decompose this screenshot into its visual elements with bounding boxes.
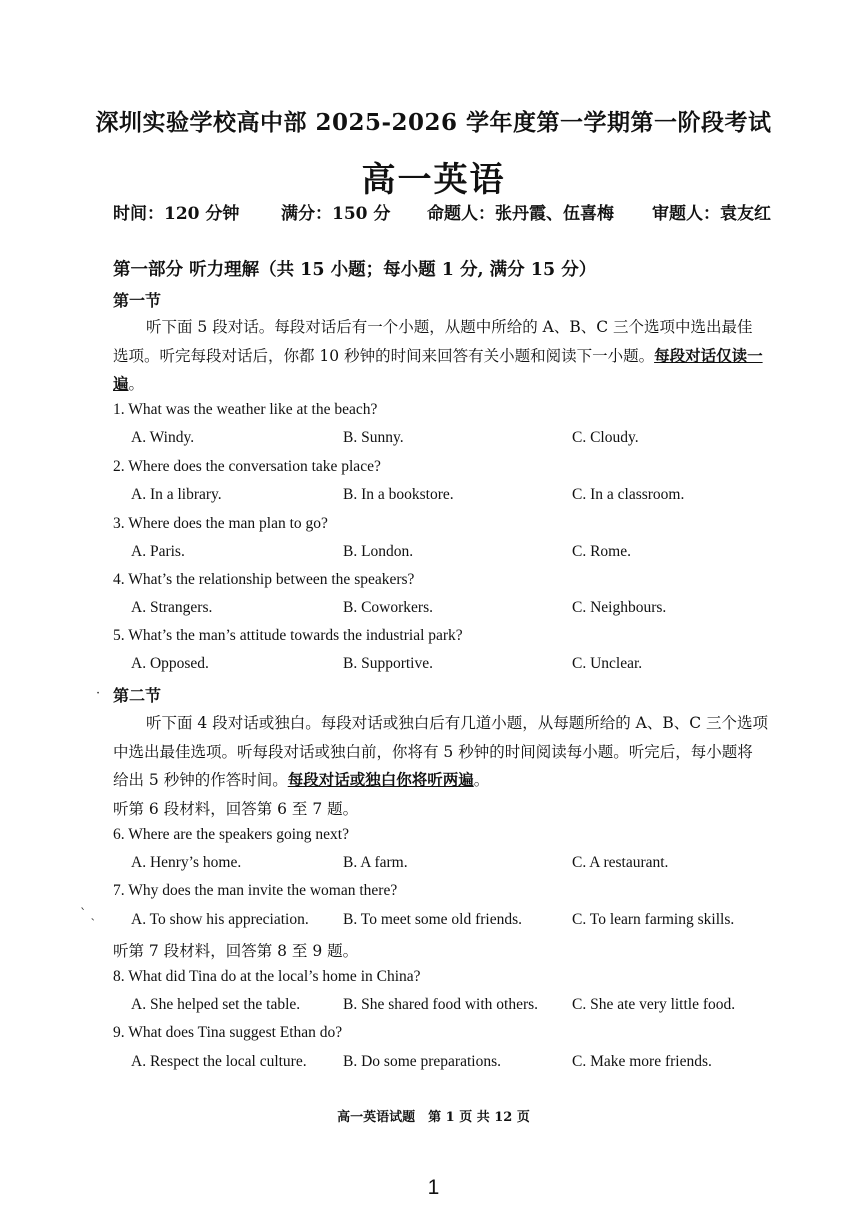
- exam-score: 满分：150 分: [281, 204, 391, 224]
- material-instruction: 听第 6 段材料，回答第 6 至 7 题。: [113, 800, 359, 818]
- section2-emphasis: 每段对话或独白你将听两遍: [287, 770, 474, 789]
- option-b: B. To meet some old friends.: [343, 911, 523, 928]
- exam-reviewer: 审题人：袁友红: [652, 204, 771, 224]
- question: 6. Where are the speakers going next?: [113, 826, 349, 843]
- option-a: A. To show his appreciation.: [131, 911, 309, 928]
- question: 4. What’s the relationship between the speakers?: [113, 571, 415, 588]
- section1-instruction-line: 选项。听完每段对话后，你都 10 秒钟的时间来回答有关小题和阅读下一小题。每段对话仅读一: [113, 346, 763, 365]
- option-b: B. A farm.: [343, 854, 408, 871]
- question: 2. Where does the conversation take place?: [113, 458, 381, 475]
- option-c: C. She ate very little food.: [572, 996, 736, 1013]
- exam-time: 时间：120 分钟: [113, 204, 240, 224]
- exam-subject: 高一英语: [361, 160, 506, 200]
- section1-heading: 第一节: [113, 291, 162, 310]
- option-b: B. London.: [343, 543, 414, 560]
- option-b: B. Sunny.: [343, 429, 404, 446]
- option-b: B. She shared food with others.: [343, 996, 539, 1013]
- question: 5. What’s the man’s attitude towards the industrial park?: [113, 627, 463, 644]
- option-b: B. Do some preparations.: [343, 1053, 501, 1070]
- question: 9. What does Tina suggest Ethan do?: [113, 1024, 343, 1041]
- exam-authors: 命题人：张丹霞、伍喜梅: [427, 204, 614, 224]
- question: 3. Where does the man plan to go?: [113, 515, 328, 532]
- part1-heading: 第一部分 听力理解（共 15 小题；每小题 1 分, 满分 15 分）: [113, 260, 597, 280]
- option-c: C. Cloudy.: [572, 429, 639, 446]
- option-c: C. In a classroom.: [572, 486, 685, 503]
- section1-emphasis: 每段对话仅读一: [654, 346, 763, 365]
- option-a: A. Strangers.: [131, 599, 213, 616]
- section1-instruction-line: 听下面 5 段对话。每段对话后有一个小题，从题中所给的 A、B、C 三个选项中选出最佳: [146, 318, 753, 336]
- section2-heading: 第二节: [113, 686, 162, 705]
- option-a: A. Respect the local culture.: [131, 1053, 307, 1070]
- option-c: C. Rome.: [572, 543, 631, 560]
- question: 8. What did Tina do at the local’s home in China?: [113, 968, 421, 985]
- option-c: C. To learn farming skills.: [572, 911, 735, 928]
- option-c: C. Make more friends.: [572, 1053, 712, 1070]
- section2-instruction-line: 中选出最佳选项。听每段对话或独白前，你将有 5 秒钟的时间阅读每小题。听完后，每小题将: [113, 743, 753, 761]
- scan-mark: ·: [96, 686, 101, 701]
- option-a: A. Henry’s home.: [131, 854, 242, 871]
- option-c: C. Neighbours.: [572, 599, 667, 616]
- page-number: 1: [427, 1176, 440, 1199]
- exam-title: 深圳实验学校高中部 2025-2026 学年度第一学期第一阶段考试: [95, 109, 772, 136]
- option-c: C. Unclear.: [572, 655, 643, 672]
- option-a: A. Opposed.: [131, 655, 209, 672]
- option-b: B. Supportive.: [343, 655, 433, 672]
- option-a: A. In a library.: [131, 486, 222, 503]
- section2-instruction-line: 听下面 4 段对话或独白。每段对话或独白后有几道小题，从每题所给的 A、B、C 三个选项: [146, 714, 769, 732]
- question: 7. Why does the man invite the woman there?: [113, 882, 398, 899]
- material-instruction: 听第 7 段材料，回答第 8 至 9 题。: [113, 942, 359, 960]
- option-b: B. Coworkers.: [343, 599, 433, 616]
- option-a: A. Windy.: [131, 429, 195, 446]
- section1-instruction-line: 遍。: [113, 374, 145, 393]
- option-c: C. A restaurant.: [572, 854, 669, 871]
- page-footer: 高一英语试题 第 1 页 共 12 页: [337, 1110, 530, 1125]
- scan-mark: ˋ ˏ: [80, 907, 95, 922]
- section1-emphasis-end: 遍: [113, 374, 129, 393]
- section2-instruction-line: 给出 5 秒钟的作答时间。每段对话或独白你将听两遍。: [113, 770, 490, 789]
- option-a: A. Paris.: [131, 543, 185, 560]
- question: 1. What was the weather like at the beach?: [113, 401, 378, 418]
- option-a: A. She helped set the table.: [131, 996, 301, 1013]
- option-b: B. In a bookstore.: [343, 486, 454, 503]
